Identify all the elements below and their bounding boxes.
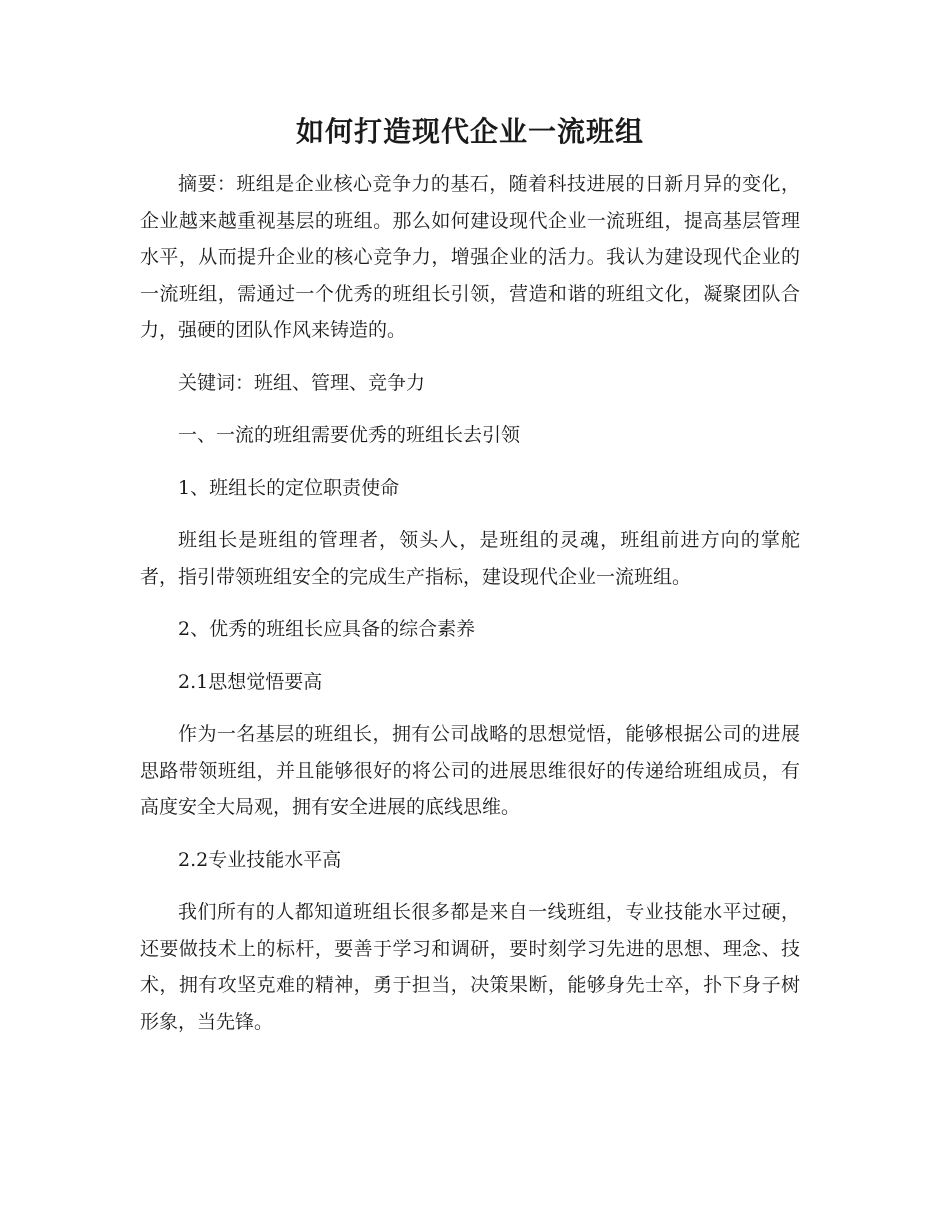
subsection-heading-1: 1、班组长的定位职责使命 (178, 476, 400, 499)
abstract-paragraph: 摘要：班组是企业核心竞争力的基石，随着科技进展的日新月异的变化，企业越来越重视基层的班组。那么如何建设现代企业一流班组，提高基层管理水平，从而提升企业的核心竞争力，增强企业的活力。我认为建设现代企业的一流班组，需通过一个优秀的班组长引领，营造和谐的班组文化，凝聚团队合力，强硬的团队作风来铸造的。 (140, 173, 800, 341)
subsection-heading-2-1: 2.1思想觉悟要高 (178, 670, 323, 693)
body-paragraph-1: 班组长是班组的管理者，领头人，是班组的灵魂，班组前进方向的掌舵者，指引带领班组安全的完成生产指标，建设现代企业一流班组。 (140, 529, 800, 588)
document-title: 如何打造现代企业一流班组 (295, 115, 644, 148)
body-paragraph-2: 作为一名基层的班组长，拥有公司战略的思想觉悟，能够根据公司的进展思路带领班组，并且能够很好的将公司的进展思维很好的传递给班组成员，有高度安全大局观，拥有安全进展的底线思维。 (140, 723, 800, 818)
section-heading-1: 一、一流的班组需要优秀的班组长去引领 (178, 424, 521, 446)
subsection-heading-2: 2、优秀的班组长应具备的综合素养 (178, 618, 476, 640)
subsection-heading-2-2: 2.2专业技能水平高 (178, 848, 342, 871)
keywords-line: 关键词：班组、管理、竞争力 (178, 371, 426, 394)
document-page (140, 108, 800, 1040)
body-paragraph-3: 我们所有的人都知道班组长很多都是来自一线班组，专业技能水平过硬，还要做技术上的标杆，要善于学习和调研，要时刻学习先进的思想、理念、技术，拥有攻坚克难的精神，勇于担当，决策果断，能够身先士卒，扑下身子树形象，当先锋。 (140, 901, 800, 1033)
